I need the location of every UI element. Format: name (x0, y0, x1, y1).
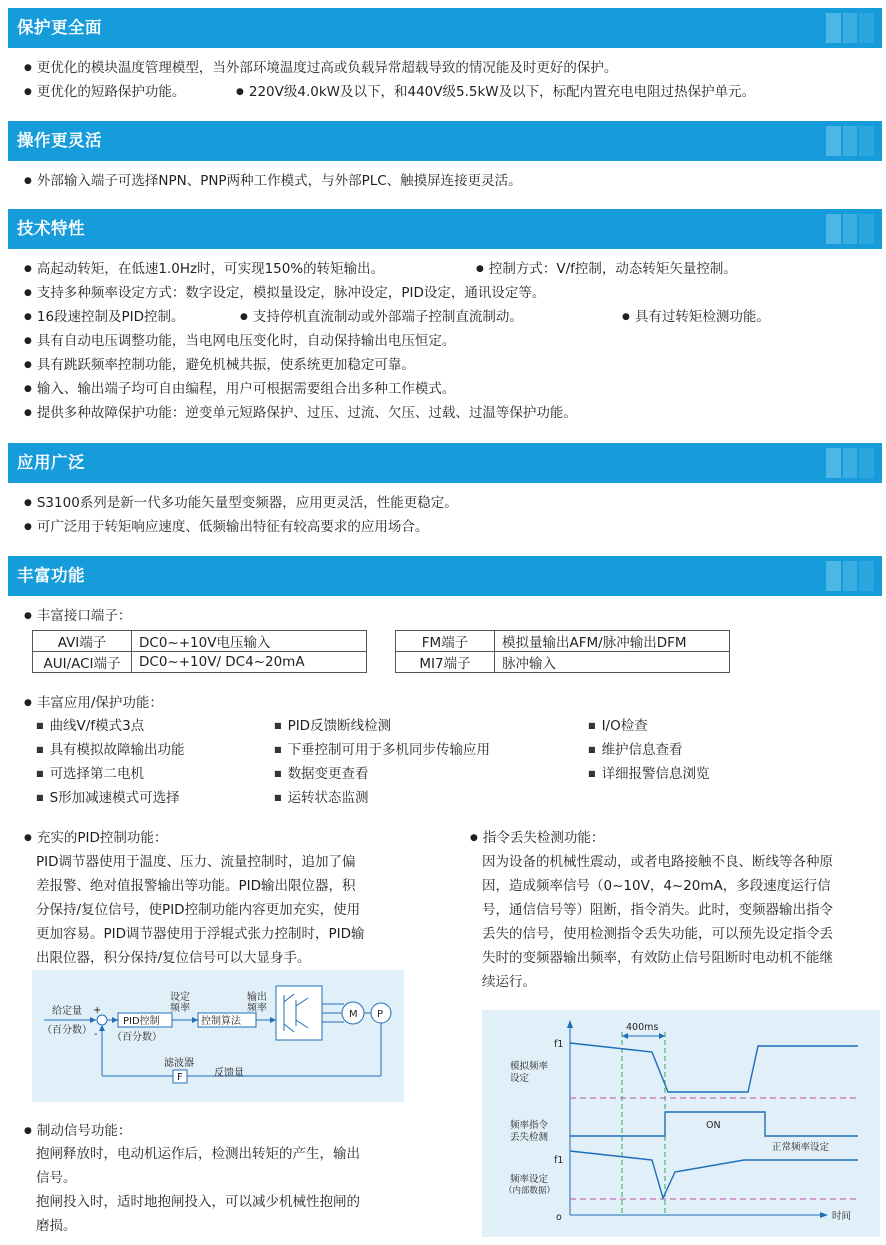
text-line: 抱闸释放时，电动机运作后，检测出转矩的产生，输出 (36, 1146, 360, 1162)
list-item: ● 支持停机直流制动或外部端子控制直流制动。 (240, 308, 523, 326)
func-item: ■ 详细报警信息浏览 (588, 765, 710, 783)
func-item: ■ 曲线V/f模式3点 (36, 717, 144, 735)
filter-block-label: F (177, 1072, 183, 1083)
func-item: ■ 具有模拟故障输出功能 (36, 741, 185, 759)
analog-label: 设定 (510, 1073, 530, 1084)
section-title: 丰富功能 (17, 566, 85, 585)
time-axis-label: 时间 (832, 1211, 852, 1222)
setting-label: （内部数据） (504, 1186, 556, 1196)
f1-label: f1 (554, 1039, 564, 1050)
detect-label: 频率指令 (510, 1120, 549, 1131)
origin-label: o (556, 1212, 562, 1223)
text-line: 失时的变频器输出频率，有效防止信号阻断时电动机不能继 (482, 950, 833, 966)
list-item: ● 支持多种频率设定方式：数字设定，模拟量设定，脉冲设定，PID设定，通讯设定等。 (24, 284, 545, 302)
loss-label: ● 指令丢失检测功能： (470, 829, 604, 847)
loss-timing-diagram (482, 1010, 880, 1237)
outfreq-label: 输出 (247, 992, 267, 1003)
list-item: ● 高起动转矩，在低速1.0Hz时，可实现150%的转矩输出。 (24, 260, 384, 278)
func-item: ■ S形加减速模式可选择 (36, 789, 180, 807)
pg-label: P (377, 1009, 384, 1020)
header-decoration (826, 126, 874, 156)
setting-label: 频率设定 (510, 1174, 549, 1185)
list-item: ● S3100系列是新一代多功能矢量型变频器，应用更灵活，性能更稳定。 (24, 494, 458, 512)
text-line: 磨损。 (36, 1218, 77, 1234)
text-line: 因，造成频率信号（0~10V，4~20mA，多段速度运行信 (482, 878, 831, 894)
pid-diagram (32, 970, 404, 1102)
text-line: 更加容易。PID调节器使用于浮辊式张力控制时，PID输 (36, 926, 365, 942)
text-line: PID调节器使用于温度、压力、流量控制时，追加了偏 (36, 854, 356, 870)
list-item: ● 控制方式：V/f控制，动态转矩矢量控制。 (476, 260, 737, 278)
io-desc: 模拟量输出AFM/脉冲输出DFM (495, 631, 730, 652)
setfreq-label: 频率 (170, 1003, 190, 1014)
brake-label: ● 制动信号功能： (24, 1122, 131, 1140)
list-item: ● 提供多种故障保护功能：逆变单元短路保护、过压、过流、欠压、过载、过温等保护功能。 (24, 404, 577, 422)
text-line: 分保持/复位信号，使PID控制功能内容更加充实，使用 (36, 902, 361, 918)
io-desc: 脉冲输入 (495, 652, 730, 673)
header-decoration (826, 448, 874, 478)
section-title: 保护更全面 (17, 18, 102, 37)
text-line: 续运行。 (482, 974, 536, 990)
minus-sign: - (94, 1029, 98, 1040)
algo-block-label: 控制算法 (201, 1016, 241, 1027)
section-title: 操作更灵活 (17, 131, 102, 150)
func-item: ■ PID反馈断线检测 (274, 717, 391, 735)
header-decoration (826, 561, 874, 591)
io-desc: DC0~+10V/ DC4~20mA (132, 652, 367, 673)
text-line: 出限位器，积分保持/复位信号可以大显身手。 (36, 950, 311, 966)
list-item: ● 具有自动电压调整功能，当电网电压变化时，自动保持输出电压恒定。 (24, 332, 455, 350)
io-label: ● 丰富接口端子： (24, 607, 131, 625)
list-item: ● 输入、输出端子均可自由编程，用户可根据需要组合出多种工作模式。 (24, 380, 455, 398)
io-terminal: AVI端子 (33, 631, 132, 652)
analog-label: 模拟频率 (510, 1061, 549, 1072)
input-unit: （百分数） (42, 1025, 92, 1036)
setfreq-label: 设定 (170, 992, 190, 1003)
pid-paragraph (36, 850, 365, 970)
text-line: 差报警、绝对值报警输出等功能。PID输出限位器，积 (36, 878, 356, 894)
text-line: 因为设备的机械性震动，或者电路接触不良、断线等各种原 (482, 854, 833, 870)
list-item: ● 更优化的短路保护功能。 (24, 83, 185, 101)
list-item: ● 外部输入端子可选择NPN、PNP两种工作模式，与外部PLC、触摸屏连接更灵活。 (24, 172, 522, 190)
normal-freq-label: 正常频率设定 (772, 1142, 830, 1153)
io-terminal: FM端子 (396, 631, 495, 652)
section-title: 应用广泛 (17, 453, 85, 472)
func-item: ■ 运转状态监测 (274, 789, 369, 807)
detect-label: 丢失检测 (510, 1132, 549, 1143)
func-item: ■ 维护信息查看 (588, 741, 683, 759)
input-label: 给定量 (52, 1006, 82, 1017)
outfreq-label: 频率 (247, 1003, 267, 1014)
section-header-tech (8, 209, 882, 249)
list-item: ● 可广泛用于转矩响应速度、低频输出特征有较高要求的应用场合。 (24, 518, 428, 536)
list-item: ● 220V级4.0kW及以下，和440V级5.5kW及以下，标配内置充电电阻过热保护单元。 (236, 83, 755, 101)
func-item: ■ I/O检查 (588, 717, 648, 735)
text-line: 号，通信信号等）阻断，指令消失。此时，变频器输出指令 (482, 902, 833, 918)
section-header-protect (8, 8, 882, 48)
time-400ms: 400ms (626, 1022, 659, 1033)
section-title: 技术特性 (17, 219, 85, 238)
pid-label: ● 充实的PID控制功能： (24, 829, 167, 847)
on-label: ON (706, 1120, 721, 1131)
io-table-right (395, 630, 730, 673)
loss-paragraph (482, 850, 833, 994)
text-line: 抱闸投入时，适时地抱闸投入，可以减少机械性抱闸的 (36, 1194, 360, 1210)
io-terminal: AUI/ACI端子 (33, 652, 132, 673)
feedback-label: 反馈量 (214, 1068, 244, 1079)
motor-label: M (349, 1009, 358, 1020)
section-header-operate (8, 121, 882, 161)
header-decoration (826, 13, 874, 43)
section-header-rich (8, 556, 882, 596)
filter-label: 滤波器 (164, 1058, 194, 1069)
pid-unit: （百分数） (112, 1032, 162, 1043)
func-item: ■ 数据变更查看 (274, 765, 369, 783)
plus-sign: + (93, 1005, 102, 1016)
diagram-background (32, 970, 404, 1102)
section-header-app (8, 443, 882, 483)
io-table-left (32, 630, 367, 673)
io-desc: DC0~+10V电压输入 (132, 631, 367, 652)
func-item: ■ 下垂控制可用于多机同步传输应用 (274, 741, 490, 759)
brake-paragraph (36, 1142, 360, 1238)
io-terminal: MI7端子 (396, 652, 495, 673)
f1-label: f1 (554, 1155, 564, 1166)
text-line: 丢失的信号，使用检测指令丢失功能，可以预先设定指令丢 (482, 926, 833, 942)
header-decoration (826, 214, 874, 244)
func-item: ■ 可选择第二电机 (36, 765, 144, 783)
list-item: ● 具有跳跃频率控制功能，避免机械共振，使系统更加稳定可靠。 (24, 356, 415, 374)
list-item: ● 具有过转矩检测功能。 (622, 308, 770, 326)
list-item: ● 16段速控制及PID控制。 (24, 308, 185, 326)
list-item: ● 更优化的模块温度管理模型，当外部环境温度过高或负载异常超载导致的情况能及时更好的保护。 (24, 59, 617, 77)
func-label: ● 丰富应用/保护功能： (24, 694, 163, 712)
pid-block-label: PID控制 (123, 1016, 160, 1027)
text-line: 信号。 (36, 1170, 77, 1186)
